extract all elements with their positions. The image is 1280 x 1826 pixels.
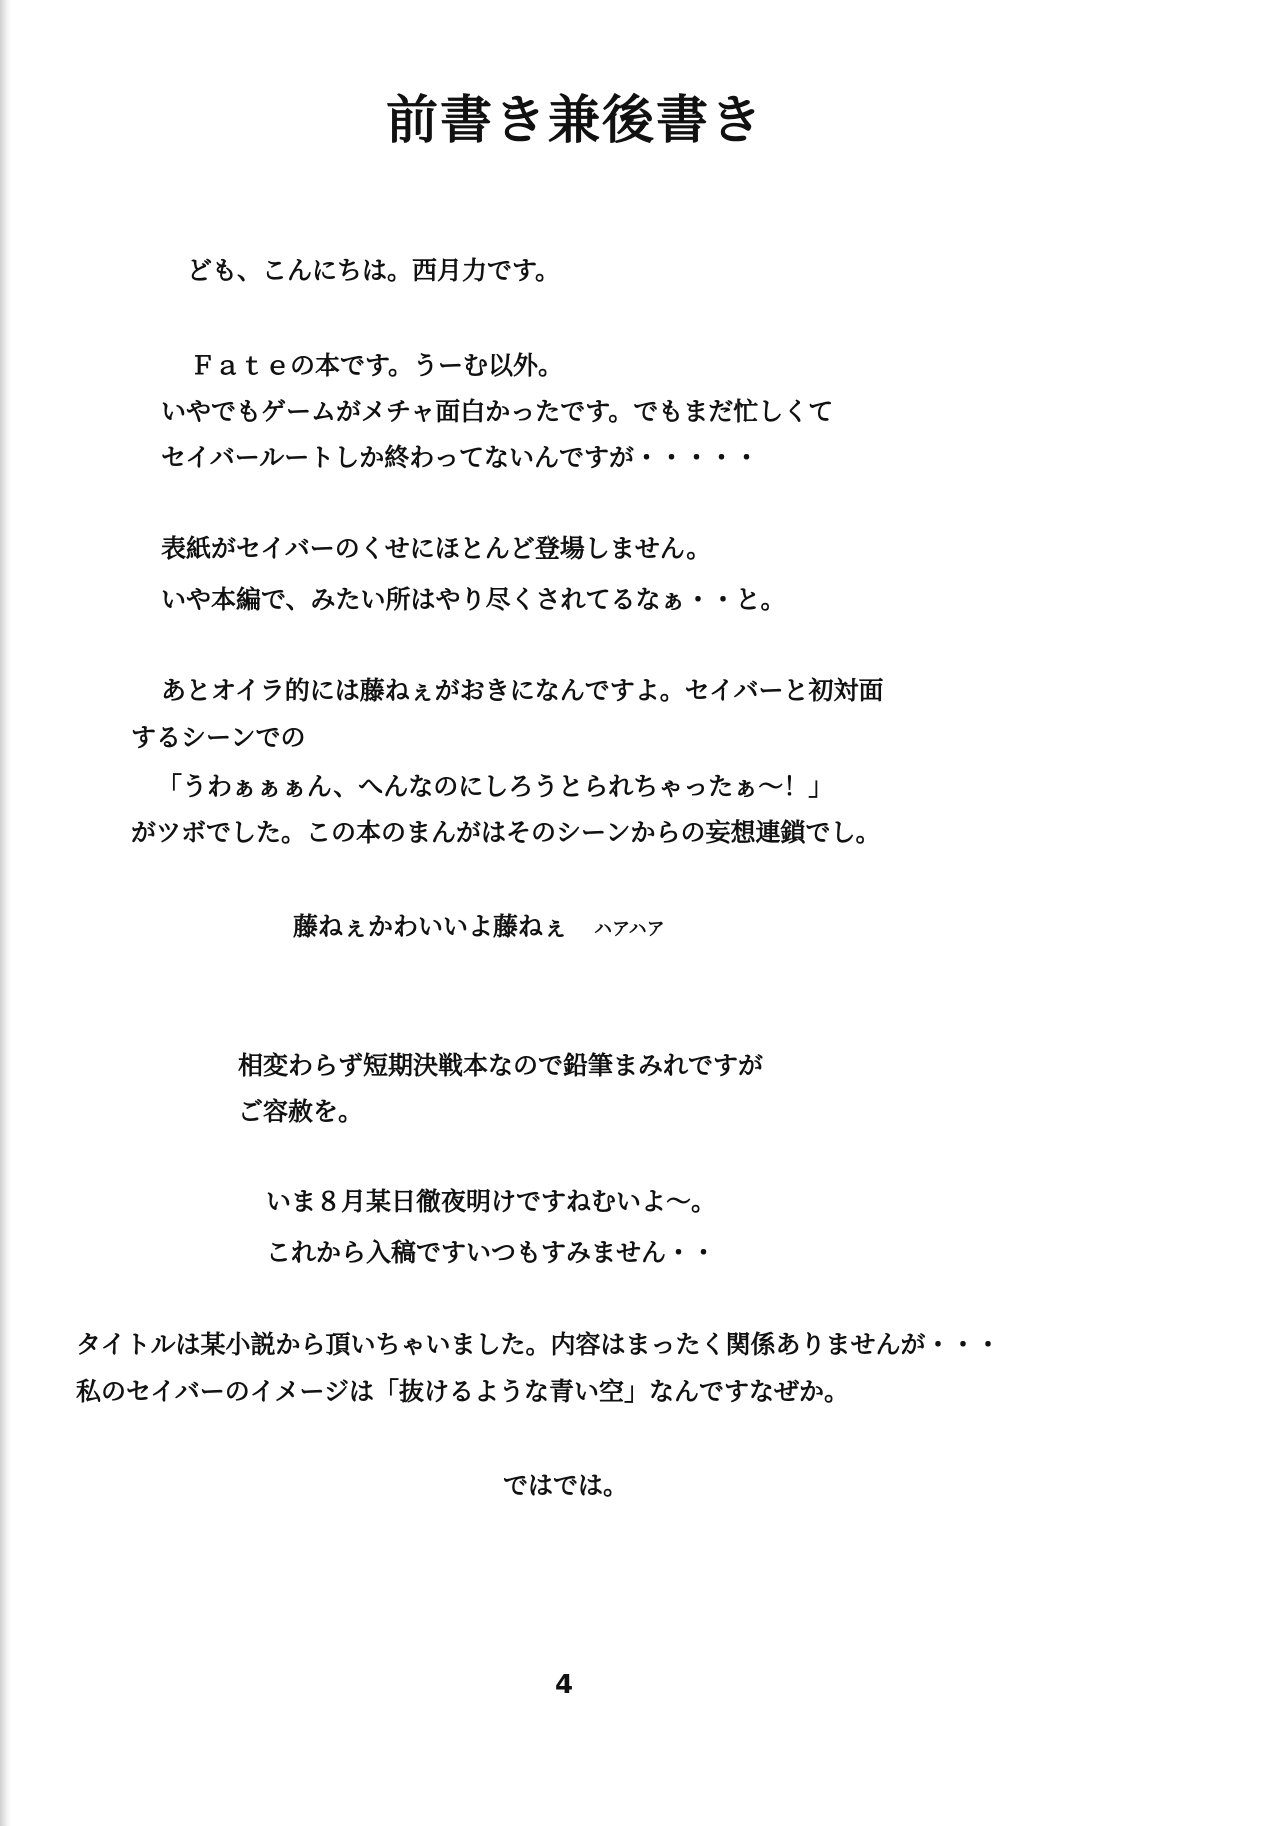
text-line: タイトルは某小説から頂いちゃいました。内容はまったく関係ありませんが・・・ <box>76 1330 1001 1359</box>
page-number: 4 <box>555 1670 574 1700</box>
text-line: いや本編で、みたい所はやり尽くされてるなぁ・・と。 <box>161 585 786 614</box>
text-line: これから入稿ですいつもすみません・・ <box>266 1238 717 1267</box>
text-line: 表紙がセイバーのくせにほとんど登場しません。 <box>161 534 712 563</box>
text-line: ではでは。 <box>503 1471 629 1500</box>
page-title: 前書き兼後書き <box>385 91 764 151</box>
text-line: Ｆａｔｅの本です。うーむ以外。 <box>190 351 564 380</box>
text-line: いま８月某日徹夜明けですねむいよ～。 <box>266 1187 717 1216</box>
page-edge-shadow <box>0 0 12 1826</box>
text-line-with-aside <box>293 912 665 945</box>
text-line: セイバールートしか終わってないんですが・・・・・ <box>161 443 760 472</box>
text-line: 「うわぁぁぁん、へんなのにしろうとられちゃったぁ～！」 <box>157 772 834 801</box>
text-line: いやでもゲームがメチャ面白かったです。でもまだ忙しくて <box>161 397 834 426</box>
aside-text: ハアハア <box>594 919 665 940</box>
text-line: がツボでした。この本のまんがはそのシーンからの妄想連鎖でし。 <box>131 818 881 847</box>
text-line: ご容赦を。 <box>238 1097 364 1126</box>
text-line: するシーンでの <box>131 723 306 752</box>
text-line: ども、こんにちは。西月力です。 <box>187 256 561 285</box>
text-line: 藤ねぇかわいいよ藤ねぇ <box>293 912 569 941</box>
text-line: 相変わらず短期決戦本なので鉛筆まみれですが <box>238 1051 764 1080</box>
text-line: あとオイラ的には藤ねぇがおきになんですよ。セイバーと初対面 <box>161 676 884 705</box>
text-line: 私のセイバーのイメージは「抜けるような青い空」なんですなぜか。 <box>76 1377 850 1406</box>
